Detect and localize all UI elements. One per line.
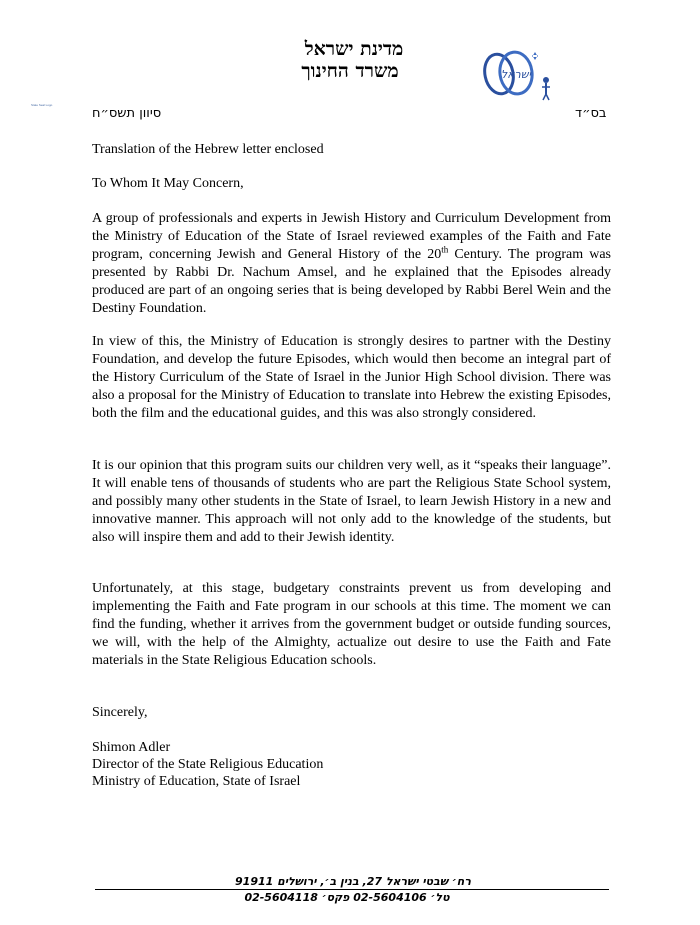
paragraph-1: A group of professionals and experts in Jewish History and Curriculum Development from the Ministry of Education of the State of Israel reviewed examples of the Faith and Fate program, concerning Jewish and General History of the 20th Century. The program was presented by Rabbi Dr. Nachum Amsel, and he explained that the Episodes already produced are part of an ongoing series that is being developed by Rabbi Berel Wein and the Destiny Foundation.	[92, 211, 611, 316]
footer-phone: טל׳ 02-5604106 פקס׳ 02-5604118	[244, 891, 450, 904]
salutation: To Whom It May Concern,	[92, 176, 244, 191]
hebrew-date: סיוון תשס״ח	[92, 106, 162, 121]
footer-divider	[95, 889, 609, 890]
footer-address: רח׳ שבטי ישראל 27, בנין ב׳, ירושלים 91911	[235, 875, 471, 888]
paragraph-3: It is our opinion that this program suits our children very well, as it “speaks their language”. It will enable tens of thousands of students who are part the Religious State School system, and possibly many other students in the State of Israel, to learn Jewish History in a new and innovative manner. This approach will not only add to the knowledge of the students, but also will inspire them and add to their Jewish identity.	[92, 458, 611, 545]
closing: Sincerely,	[92, 705, 148, 720]
letterhead-line-2: משרד החינוך	[301, 60, 399, 82]
signatory-org: Ministry of Education, State of Israel	[92, 774, 301, 789]
signatory-title: Director of the State Religious Education	[92, 757, 324, 772]
israel-60-logo-graphic	[472, 44, 562, 102]
israel-60-logo	[472, 44, 562, 102]
tiny-seal-mark: State Seal Logo	[31, 103, 53, 107]
bsd-mark: בס״ד	[575, 106, 607, 121]
paragraph-4: Unfortunately, at this stage, budgetary constraints prevent us from developing and implementing the Faith and Fate program in our schools at this time. The moment we can find the funding, whether it arrives from the government budget or outside funding sources, we will, with the help of the Almighty, actualize out desire to use the Faith and Fate materials in the State Religious Education schools.	[92, 581, 611, 668]
logo-hebrew-text: ישראל	[500, 68, 532, 81]
intro-line: Translation of the Hebrew letter enclosed	[92, 142, 324, 157]
signatory-name: Shimon Adler	[92, 740, 171, 755]
paragraph-2: In view of this, the Ministry of Education is strongly desires to partner with the Destiny Foundation, and develop the future Episodes, which would then become an integral part of the History Curriculum of the State of Israel in the Junior High School division. There was also a proposal for the Ministry of Education to translate into Hebrew the existing Episodes, both the film and the educational guides, and this was also strongly considered.	[92, 334, 611, 421]
letterhead-line-1: מדינת ישראל	[304, 38, 404, 60]
